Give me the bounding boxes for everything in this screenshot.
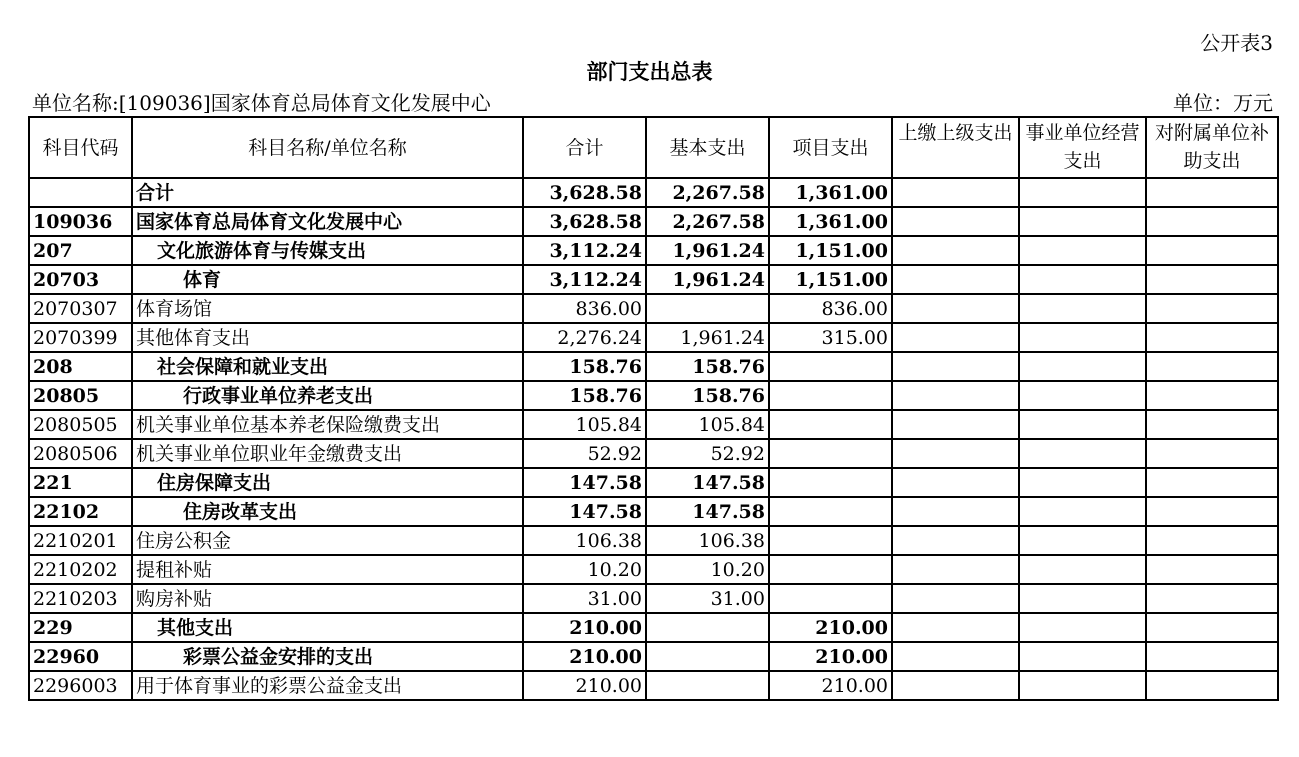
business-cell: [1019, 613, 1146, 642]
upper-remit-cell: [892, 468, 1019, 497]
name-cell: 机关事业单位职业年金缴费支出: [132, 439, 523, 468]
name-cell: 彩票公益金安排的支出: [132, 642, 523, 671]
business-cell: [1019, 642, 1146, 671]
basic-cell: 158.76: [646, 352, 769, 381]
project-cell: 210.00: [769, 671, 892, 700]
table-row: [29, 236, 1278, 265]
total-cell: 210.00: [523, 671, 646, 700]
project-cell: [769, 497, 892, 526]
table-row: [29, 526, 1278, 555]
table-row: [29, 207, 1278, 236]
col-header-name: 科目名称/单位名称: [132, 117, 523, 178]
table-row: [29, 555, 1278, 584]
name-cell: 社会保障和就业支出: [132, 352, 523, 381]
table-row: [29, 439, 1278, 468]
project-cell: [769, 584, 892, 613]
col-header-basic: 基本支出: [646, 117, 769, 178]
table-row: [29, 178, 1278, 207]
subsidy-cell: [1146, 178, 1278, 207]
total-cell: 2,276.24: [523, 323, 646, 352]
subsidy-cell: [1146, 497, 1278, 526]
code-cell: 20703: [29, 265, 132, 294]
name-cell: 住房改革支出: [132, 497, 523, 526]
currency-unit-label: 单位：万元: [1173, 91, 1273, 115]
project-cell: [769, 410, 892, 439]
basic-cell: 105.84: [646, 410, 769, 439]
subsidy-cell: [1146, 671, 1278, 700]
subsidy-cell: [1146, 207, 1278, 236]
table-header-row: [29, 117, 1278, 178]
upper-remit-cell: [892, 439, 1019, 468]
col-header-total: 合计: [523, 117, 646, 178]
project-cell: [769, 468, 892, 497]
business-cell: [1019, 352, 1146, 381]
page-title: 部门支出总表: [586, 59, 713, 84]
code-cell: 22102: [29, 497, 132, 526]
col-header-upper-remit: 上缴上级支出: [892, 117, 1019, 178]
project-cell: 836.00: [769, 294, 892, 323]
upper-remit-cell: [892, 410, 1019, 439]
project-cell: 315.00: [769, 323, 892, 352]
business-cell: [1019, 410, 1146, 439]
total-cell: 158.76: [523, 352, 646, 381]
code-cell: 207: [29, 236, 132, 265]
business-cell: [1019, 294, 1146, 323]
upper-remit-cell: [892, 613, 1019, 642]
basic-cell: 10.20: [646, 555, 769, 584]
table-body: [29, 178, 1278, 700]
upper-remit-cell: [892, 584, 1019, 613]
project-cell: [769, 526, 892, 555]
subsidy-cell: [1146, 642, 1278, 671]
upper-remit-cell: [892, 207, 1019, 236]
name-cell: 体育场馆: [132, 294, 523, 323]
project-cell: 210.00: [769, 613, 892, 642]
total-cell: 31.00: [523, 584, 646, 613]
basic-cell: 1,961.24: [646, 323, 769, 352]
name-cell: 体育: [132, 265, 523, 294]
code-cell: 22960: [29, 642, 132, 671]
table-row: [29, 642, 1278, 671]
total-cell: 3,628.58: [523, 178, 646, 207]
upper-remit-cell: [892, 236, 1019, 265]
subsidy-cell: [1146, 236, 1278, 265]
project-cell: [769, 352, 892, 381]
name-cell: 住房公积金: [132, 526, 523, 555]
subsidy-cell: [1146, 613, 1278, 642]
code-cell: 2296003: [29, 671, 132, 700]
name-cell: 机关事业单位基本养老保险缴费支出: [132, 410, 523, 439]
name-cell: 提租补贴: [132, 555, 523, 584]
unit-name-label: 单位名称:[109036]国家体育总局体育文化发展中心: [32, 91, 491, 115]
table-row: [29, 497, 1278, 526]
upper-remit-cell: [892, 381, 1019, 410]
subsidy-cell: [1146, 352, 1278, 381]
project-cell: 1,151.00: [769, 236, 892, 265]
total-cell: 52.92: [523, 439, 646, 468]
expenditure-table: [28, 116, 1279, 701]
business-cell: [1019, 526, 1146, 555]
code-cell: 20805: [29, 381, 132, 410]
upper-remit-cell: [892, 642, 1019, 671]
project-cell: [769, 381, 892, 410]
table-row: [29, 323, 1278, 352]
code-cell: 2070399: [29, 323, 132, 352]
table-row: [29, 294, 1278, 323]
total-cell: 158.76: [523, 381, 646, 410]
table-row: [29, 265, 1278, 294]
table-row: [29, 381, 1278, 410]
code-cell: 208: [29, 352, 132, 381]
basic-cell: 1,961.24: [646, 265, 769, 294]
business-cell: [1019, 584, 1146, 613]
business-cell: [1019, 555, 1146, 584]
upper-remit-cell: [892, 497, 1019, 526]
name-cell: 文化旅游体育与传媒支出: [132, 236, 523, 265]
code-cell: 221: [29, 468, 132, 497]
subsidy-cell: [1146, 410, 1278, 439]
name-cell: 购房补贴: [132, 584, 523, 613]
subsidy-cell: [1146, 468, 1278, 497]
business-cell: [1019, 207, 1146, 236]
subsidy-cell: [1146, 265, 1278, 294]
business-cell: [1019, 323, 1146, 352]
business-cell: [1019, 178, 1146, 207]
project-cell: [769, 439, 892, 468]
total-cell: 3,112.24: [523, 265, 646, 294]
total-cell: 210.00: [523, 613, 646, 642]
upper-remit-cell: [892, 526, 1019, 555]
subsidy-cell: [1146, 555, 1278, 584]
table-number: 公开表3: [1200, 31, 1273, 55]
col-header-project: 项目支出: [769, 117, 892, 178]
name-cell: 住房保障支出: [132, 468, 523, 497]
upper-remit-cell: [892, 555, 1019, 584]
upper-remit-cell: [892, 178, 1019, 207]
code-cell: 2080506: [29, 439, 132, 468]
basic-cell: [646, 294, 769, 323]
table-row: [29, 410, 1278, 439]
subsidy-cell: [1146, 526, 1278, 555]
code-cell: 2070307: [29, 294, 132, 323]
basic-cell: 158.76: [646, 381, 769, 410]
total-cell: 3,112.24: [523, 236, 646, 265]
business-cell: [1019, 381, 1146, 410]
project-cell: 1,151.00: [769, 265, 892, 294]
subsidy-cell: [1146, 381, 1278, 410]
basic-cell: [646, 642, 769, 671]
col-header-business: 事业单位经营支出: [1019, 117, 1146, 178]
code-cell: 2210201: [29, 526, 132, 555]
business-cell: [1019, 671, 1146, 700]
basic-cell: 2,267.58: [646, 178, 769, 207]
name-cell: 合计: [132, 178, 523, 207]
total-cell: 210.00: [523, 642, 646, 671]
code-cell: 2080505: [29, 410, 132, 439]
col-header-subsidy: 对附属单位补助支出: [1146, 117, 1278, 178]
col-header-code: 科目代码: [29, 117, 132, 178]
subsidy-cell: [1146, 439, 1278, 468]
name-cell: 行政事业单位养老支出: [132, 381, 523, 410]
table-row: [29, 584, 1278, 613]
subsidy-cell: [1146, 294, 1278, 323]
name-cell: 其他体育支出: [132, 323, 523, 352]
code-cell: 109036: [29, 207, 132, 236]
upper-remit-cell: [892, 671, 1019, 700]
basic-cell: 31.00: [646, 584, 769, 613]
total-cell: 147.58: [523, 497, 646, 526]
table-row: [29, 352, 1278, 381]
total-cell: 3,628.58: [523, 207, 646, 236]
basic-cell: [646, 671, 769, 700]
code-cell: 229: [29, 613, 132, 642]
upper-remit-cell: [892, 294, 1019, 323]
upper-remit-cell: [892, 265, 1019, 294]
total-cell: 836.00: [523, 294, 646, 323]
business-cell: [1019, 265, 1146, 294]
project-cell: 1,361.00: [769, 178, 892, 207]
project-cell: [769, 555, 892, 584]
basic-cell: 106.38: [646, 526, 769, 555]
upper-remit-cell: [892, 323, 1019, 352]
name-cell: 其他支出: [132, 613, 523, 642]
basic-cell: 1,961.24: [646, 236, 769, 265]
total-cell: 105.84: [523, 410, 646, 439]
project-cell: 210.00: [769, 642, 892, 671]
total-cell: 147.58: [523, 468, 646, 497]
subsidy-cell: [1146, 584, 1278, 613]
subsidy-cell: [1146, 323, 1278, 352]
table-row: [29, 671, 1278, 700]
code-cell: 2210203: [29, 584, 132, 613]
basic-cell: 2,267.58: [646, 207, 769, 236]
name-cell: 国家体育总局体育文化发展中心: [132, 207, 523, 236]
table-row: [29, 468, 1278, 497]
basic-cell: 52.92: [646, 439, 769, 468]
total-cell: 10.20: [523, 555, 646, 584]
upper-remit-cell: [892, 352, 1019, 381]
business-cell: [1019, 439, 1146, 468]
table-row: [29, 613, 1278, 642]
total-cell: 106.38: [523, 526, 646, 555]
business-cell: [1019, 497, 1146, 526]
business-cell: [1019, 236, 1146, 265]
basic-cell: 147.58: [646, 497, 769, 526]
code-cell: [29, 178, 132, 207]
basic-cell: [646, 613, 769, 642]
name-cell: 用于体育事业的彩票公益金支出: [132, 671, 523, 700]
business-cell: [1019, 468, 1146, 497]
project-cell: 1,361.00: [769, 207, 892, 236]
code-cell: 2210202: [29, 555, 132, 584]
basic-cell: 147.58: [646, 468, 769, 497]
